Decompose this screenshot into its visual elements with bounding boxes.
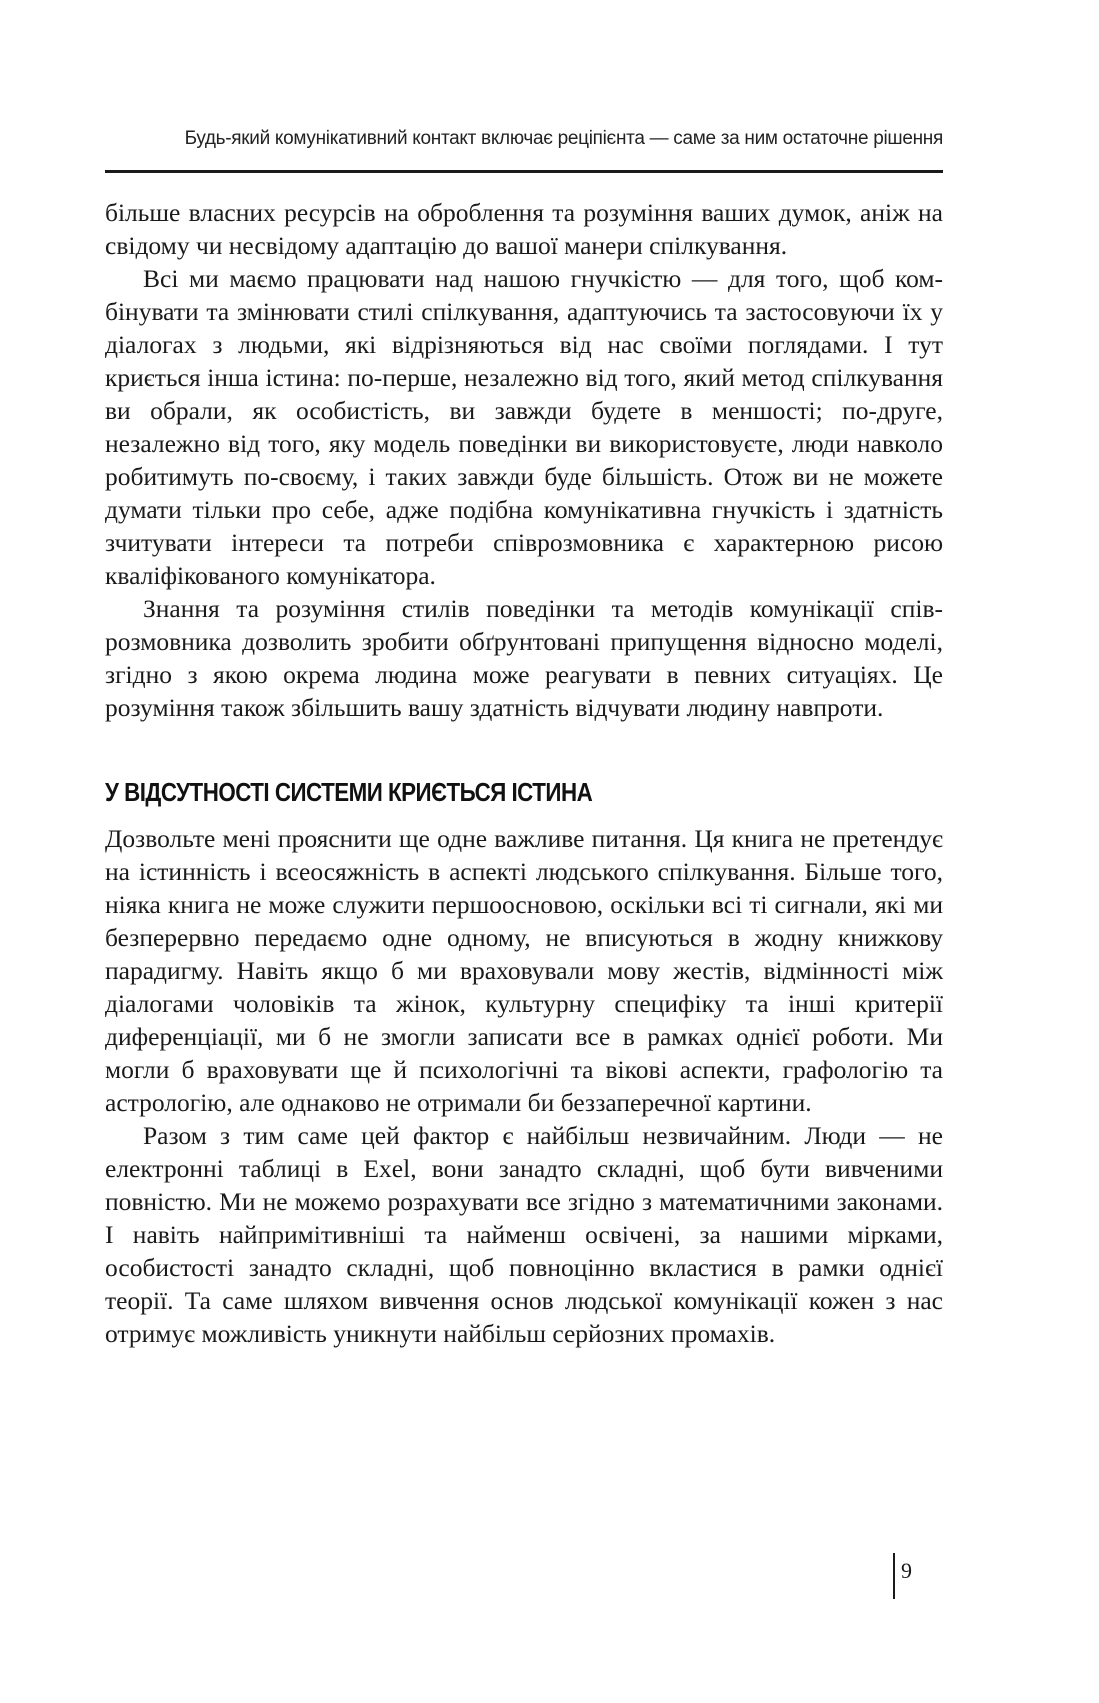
body-text <box>105 196 943 1350</box>
paragraph: Всі ми маємо працювати над нашою гнучкістю — для того, щоб комбінувати та змінювати стилі спілкування, адаптуючись та застосовуючи їх у діалогах з людьми, які відрізняються від нас своїми поглядами. І тут криється інша істина: по-перше, незалежно від того, який метод спілкування ви обрали, як особистість, ви завжди будете в меншості; по-друге, незалежно від того, яку модель поведінки ви використовуєте, люди навколо робитимуть по-своєму, і таких завжди буде більшість. Отож ви не можете думати тільки про себе, адже подібна комунікативна гнучкість і здатність зчитувати інтереси та потреби співрозмовника є характерною рисою кваліфікованого комунікатора. <box>105 264 943 590</box>
section-heading: У ВІДСУТНОСТІ СИСТЕМИ КРИЄТЬСЯ ІСТИНА <box>105 777 593 807</box>
paragraph: більше власних ресурсів на оброблення та розуміння ваших думок, аніж на свідому чи несвідому адаптацію до вашої манери спілкування. <box>105 198 943 260</box>
paragraph: Знання та розуміння стилів поведінки та методів комунікації співрозмовника дозволить зробити обґрунтовані припущення відносно моделі, згідно з якою окрема людина може реагувати в певних ситуаціях. Це розуміння також збільшить вашу здатність відчувати людину навпроти. <box>105 594 943 722</box>
page-number: 9 <box>901 1558 912 1583</box>
running-header: Будь-який комунікативний контакт включає реціпієнта — саме за ним остаточне рішення <box>184 128 943 149</box>
paragraph: Дозвольте мені прояснити ще одне важливе питання. Ця книга не претендує на істинність і всеосяжність в аспекті людського спілкування. Більше того, ніяка книга не може служити першоосновою, оскільки всі ті сигнали, які ми безперервно передаємо одне одному, не вписуються в жодну книжкову парадигму. Навіть якщо б ми враховували мову жестів, відмінності між діалогами чоловіків та жінок, культурну специфіку та інші критерії диференціації, ми б не змогли записати все в рамках однієї роботи. Ми могли б враховувати ще й психологічні та вікові аспекти, графологію та астрологію, але однаково не отримали би беззаперечної картини. <box>105 824 943 1117</box>
header-rule <box>105 170 943 173</box>
paragraph: Разом з тим саме цей фактор є найбільш незвичайним. Люди — не електронні таблиці в Exel, вони занадто складні, щоб бути вивченими повністю. Ми не можемо розрахувати все згідно з математичними законами. І навіть найпримітивніші та найменш освічені, за нашими мірками, особистості занадто складні, щоб повноцінно вкластися в рамки однієї теорії. Та саме шляхом вивчення основ людської комунікації кожен з нас отримує можливість уникнути найбільш серйозних промахів. <box>105 1121 943 1348</box>
folio-rule <box>893 1553 895 1599</box>
